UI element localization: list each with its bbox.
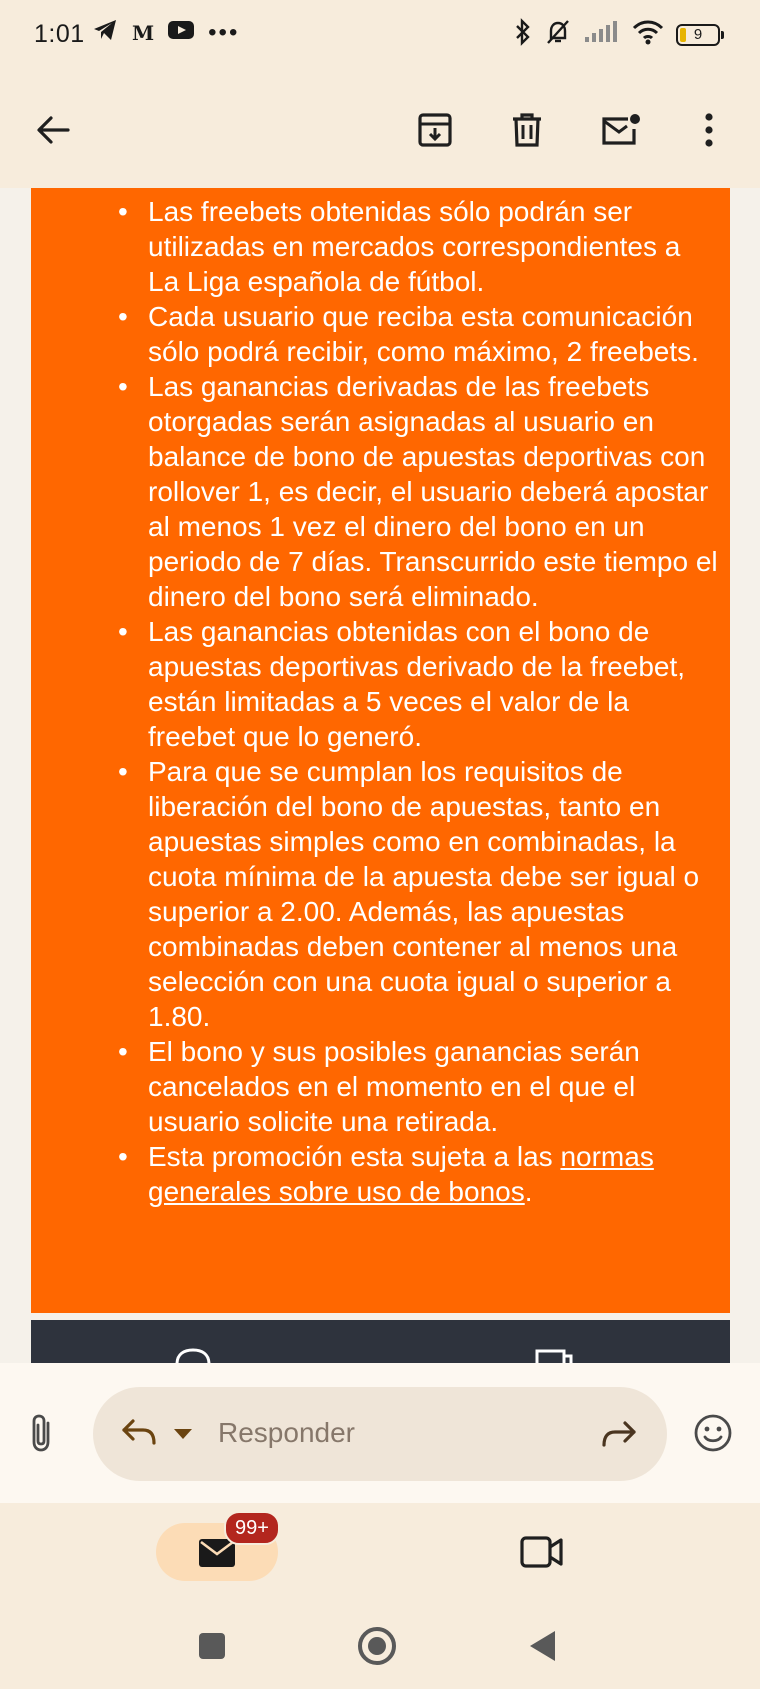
list-item: • Cada usuario que reciba esta comunicación sólo podrá recibir, como máximo, 2 freebets.	[148, 299, 718, 369]
telegram-icon	[92, 18, 118, 47]
status-bar	[0, 0, 760, 76]
delete-button[interactable]	[499, 104, 555, 160]
battery-icon	[676, 24, 724, 46]
square-icon	[198, 1647, 226, 1664]
reply-options-dropdown[interactable]	[173, 1427, 193, 1445]
more-notifications-icon: •••	[208, 18, 240, 46]
promo-terms-panel	[31, 188, 730, 1313]
system-back-button[interactable]	[528, 1629, 556, 1668]
attach-button[interactable]	[28, 1413, 56, 1458]
reply-bar	[0, 1363, 760, 1503]
email-body[interactable]	[0, 188, 760, 1363]
emoji-button[interactable]	[693, 1413, 733, 1458]
back-button[interactable]	[25, 104, 81, 160]
home-circle-icon	[357, 1653, 397, 1670]
archive-button[interactable]	[407, 104, 463, 160]
reply-placeholder: Responder	[218, 1417, 355, 1448]
mail-icon	[198, 1538, 236, 1573]
mark-unread-button[interactable]	[592, 104, 648, 160]
status-time: 1:01	[34, 20, 85, 48]
email-toolbar	[0, 76, 760, 188]
unread-count-badge: 99+	[224, 1511, 280, 1545]
terms-list	[31, 188, 730, 1209]
footer-document-icon	[534, 1348, 574, 1363]
email-footer-strip	[31, 1320, 730, 1363]
terms-text-end: .	[524, 1176, 533, 1207]
bottom-navigation	[0, 1503, 760, 1689]
mail-unread-icon	[600, 113, 640, 152]
battery-level: 9	[693, 25, 703, 43]
signal-icon	[584, 21, 620, 48]
video-camera-icon	[520, 1556, 564, 1573]
bluetooth-icon	[514, 18, 532, 51]
archive-icon	[417, 112, 453, 153]
wifi-icon	[632, 19, 664, 50]
system-home-button[interactable]	[357, 1626, 397, 1671]
forward-button[interactable]	[601, 1419, 637, 1452]
bonus-rules-link[interactable]: normas generales sobre uso de bonos	[148, 1141, 654, 1207]
more-options-button[interactable]	[681, 104, 737, 160]
reply-arrow-icon	[121, 1417, 157, 1452]
list-item: • Para que se cumplan los requisitos de liberación del bono de apuestas, tanto en apuestas simples como en combinadas, la cuota mínima de la apuesta debe ser igual o superior a 2.00. Además, las apuestas combinadas deben contener al menos una selección con una cuota igual o superior a 1.80.	[148, 754, 718, 1034]
nav-meet-tab[interactable]	[520, 1535, 564, 1574]
list-item	[148, 1139, 718, 1209]
list-item: • Las ganancias obtenidas con el bono de apuestas deportivas derivado de la freebet, están limitadas a 5 veces el valor de la freebet que lo generó.	[148, 614, 718, 754]
system-recents-button[interactable]	[198, 1632, 226, 1665]
more-vert-icon	[704, 113, 714, 152]
footer-circle-icon	[173, 1348, 213, 1363]
back-arrow-icon	[36, 115, 70, 150]
mute-bell-icon	[544, 18, 572, 51]
gmail-icon: M	[132, 20, 155, 45]
paperclip-icon	[28, 1440, 56, 1457]
trash-icon	[511, 112, 543, 153]
list-item: • Las ganancias derivadas de las freebets otorgadas serán asignadas al usuario en balance de bono de apuestas deportivas con rollover 1, es decir, el usuario deberá apostar al menos 1 vez el dinero del bono en un periodo de 7 días. Transcurrido este tiempo el dinero del bono será eliminado.	[148, 369, 718, 614]
youtube-icon	[168, 20, 194, 45]
forward-arrow-icon	[601, 1434, 637, 1451]
terms-text: Esta promoción esta sujeta a las	[148, 1141, 561, 1172]
list-item: • El bono y sus posibles ganancias serán cancelados en el momento en el que el usuario solicite una retirada.	[148, 1034, 718, 1139]
smiley-icon	[693, 1440, 733, 1457]
reply-input[interactable]	[93, 1387, 667, 1481]
list-item: • Las freebets obtenidas sólo podrán ser utilizadas en mercados correspondientes a La Liga española de fútbol.	[148, 194, 718, 299]
back-triangle-icon	[528, 1650, 556, 1667]
